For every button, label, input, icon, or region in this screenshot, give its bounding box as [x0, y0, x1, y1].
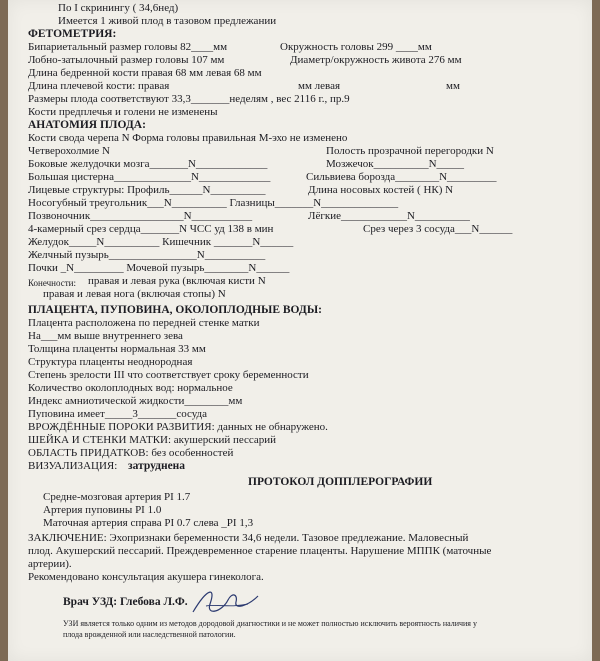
signature-image — [188, 582, 263, 622]
fetus-line: Имеется 1 живой плод в тазовом предлежании — [58, 15, 277, 27]
disclaimer-line-2: плода врожденной или наследственной патологии. — [63, 630, 236, 639]
doppler-uterine: Маточная артерия справа PI 0.7 слева _PI 1,3 — [43, 517, 254, 529]
bpd-line: Бипариетальный размер головы 82____мм — [28, 41, 228, 53]
anatomy-line-7b: Лёгкие____________N__________ — [308, 210, 470, 222]
doppler-mca: Средне-мозговая артерия PI 1.7 — [43, 491, 191, 503]
humerus-line-a: Длина плечевой кости: правая — [28, 80, 170, 92]
anatomy-line-2b: Полость прозрачной перегородки N — [326, 145, 494, 157]
anatomy-line-7a: Позвоночник_________________N___________ — [28, 210, 253, 222]
report-sheet — [8, 0, 592, 661]
placenta-line-6: Количество околоплодных вод: нормальное — [28, 382, 233, 394]
anatomy-line-3a: Боковые желудочки мозга_______N_____________ — [28, 158, 268, 170]
visualization-label: ВИЗУАЛИЗАЦИЯ: — [28, 460, 118, 472]
legs-line: правая и левая нога (включая стопы) N — [43, 288, 226, 300]
placenta-line-8: Пуповина имеет_____3_______сосуда — [28, 408, 208, 420]
anatomy-line-5b: Длина носовых костей ( НК) N — [308, 184, 454, 196]
anatomy-line-5a: Лицевые структуры: Профиль______N__________ — [28, 184, 266, 196]
humerus-line-c: мм — [446, 80, 460, 92]
placenta-line-7: Индекс амниотической жидкости________мм — [28, 395, 243, 407]
anatomy-line-4b: Сильвиева борозда________N_________ — [306, 171, 497, 183]
adnexa-line: ОБЛАСТЬ ПРИДАТКОВ: без особенностей — [28, 447, 234, 459]
anatomy-line-6: Носогубный треугольник___N__________ Глазницы_______N______________ — [28, 197, 399, 209]
anatomy-line-10: Желчный пузырь________________N___________ — [28, 249, 266, 261]
anatomy-line-8b: Срез через 3 сосуда___N______ — [363, 223, 513, 235]
doppler-umbilical: Артерия пуповины PI 1.0 — [43, 504, 162, 516]
placenta-line-1: Плацента расположена по передней стенке матки — [28, 317, 260, 329]
head-circ-line: Окружность головы 299 ____мм — [280, 41, 432, 53]
conclusion-line-2: плод. Акушерский пессарий. Преждевременное старение плаценты. Нарушение МППК (маточные — [28, 545, 492, 557]
placenta-title: ПЛАЦЕНТА, ПУПОВИНА, ОКОЛОПЛОДНЫЕ ВОДЫ: — [28, 304, 322, 316]
ofd-line: Лобно-затылочный размер головы 107 мм — [28, 54, 225, 66]
placenta-line-2: На___мм выше внутреннего зева — [28, 330, 183, 342]
disclaimer-line-1: УЗИ является только одним из методов дородовой диагностики и не может полностью исключить вероятность наличия у — [63, 619, 477, 628]
visualization-value: затруднена — [128, 460, 186, 472]
malformations-line: ВРОЖДЁННЫЕ ПОРОКИ РАЗВИТИЯ: данных не обнаружено. — [28, 421, 328, 433]
cervix-line: ШЕЙКА И СТЕНКИ МАТКИ: акушерский пессарий — [28, 434, 277, 446]
anatomy-line-9: Желудок_____N__________ Кишечник _______N______ — [28, 236, 294, 248]
placenta-line-3: Толщина плаценты нормальная 33 мм — [28, 343, 206, 355]
conclusion-line-1: ЗАКЛЮЧЕНИЕ: Эхопризнаки беременности 34,6 недели. Тазовое предлежание. Маловесный — [28, 532, 469, 544]
anatomy-line-2a: Четверохолмие N — [28, 145, 110, 157]
humerus-line-b: мм левая — [298, 80, 341, 92]
anatomy-line-1: Кости свода черепа N Форма головы правильная М-эхо не изменено — [28, 132, 348, 144]
bones-line: Кости предплечья и голени не изменены — [28, 106, 218, 118]
anatomy-line-3b: Мозжечок__________N_____ — [326, 158, 465, 170]
placenta-line-4: Структура плаценты неоднородная — [28, 356, 193, 368]
anatomy-title: АНАТОМИЯ ПЛОДА: — [28, 119, 146, 131]
placenta-line-5: Степень зрелости III что соответствует сроку беременности — [28, 369, 309, 381]
doppler-title: ПРОТОКОЛ ДОППЛЕРОГРАФИИ — [248, 476, 433, 488]
doctor-line: Врач УЗД: Глебова Л.Ф. — [63, 596, 188, 608]
size-line: Размеры плода соответствуют 33,3_______неделям , вес 2116 г., пр.9 — [28, 93, 350, 105]
fetometry-title: ФЕТОМЕТРИЯ: — [28, 28, 117, 40]
limbs-label: Конечности: — [28, 278, 76, 288]
anatomy-line-11: Почки _N_________ Мочевой пузырь________N______ — [28, 262, 290, 274]
anatomy-line-4a: Большая цистерна______________N_____________ — [28, 171, 271, 183]
anatomy-line-8a: 4-камерный срез сердца_______N ЧСС уд 138 в мин — [28, 223, 274, 235]
abd-line: Диаметр/окружность живота 276 мм — [290, 54, 462, 66]
conclusion-line-3: артерии). — [28, 558, 72, 570]
recommendation-line: Рекомендовано консультация акушера гинеколога. — [28, 571, 264, 583]
screening-line: По I скринингу ( 34,6нед) — [58, 2, 179, 14]
femur-line: Длина бедренной кости правая 68 мм левая 68 мм — [28, 67, 262, 79]
arms-line: правая и левая рука (включая кисти N — [88, 275, 266, 287]
